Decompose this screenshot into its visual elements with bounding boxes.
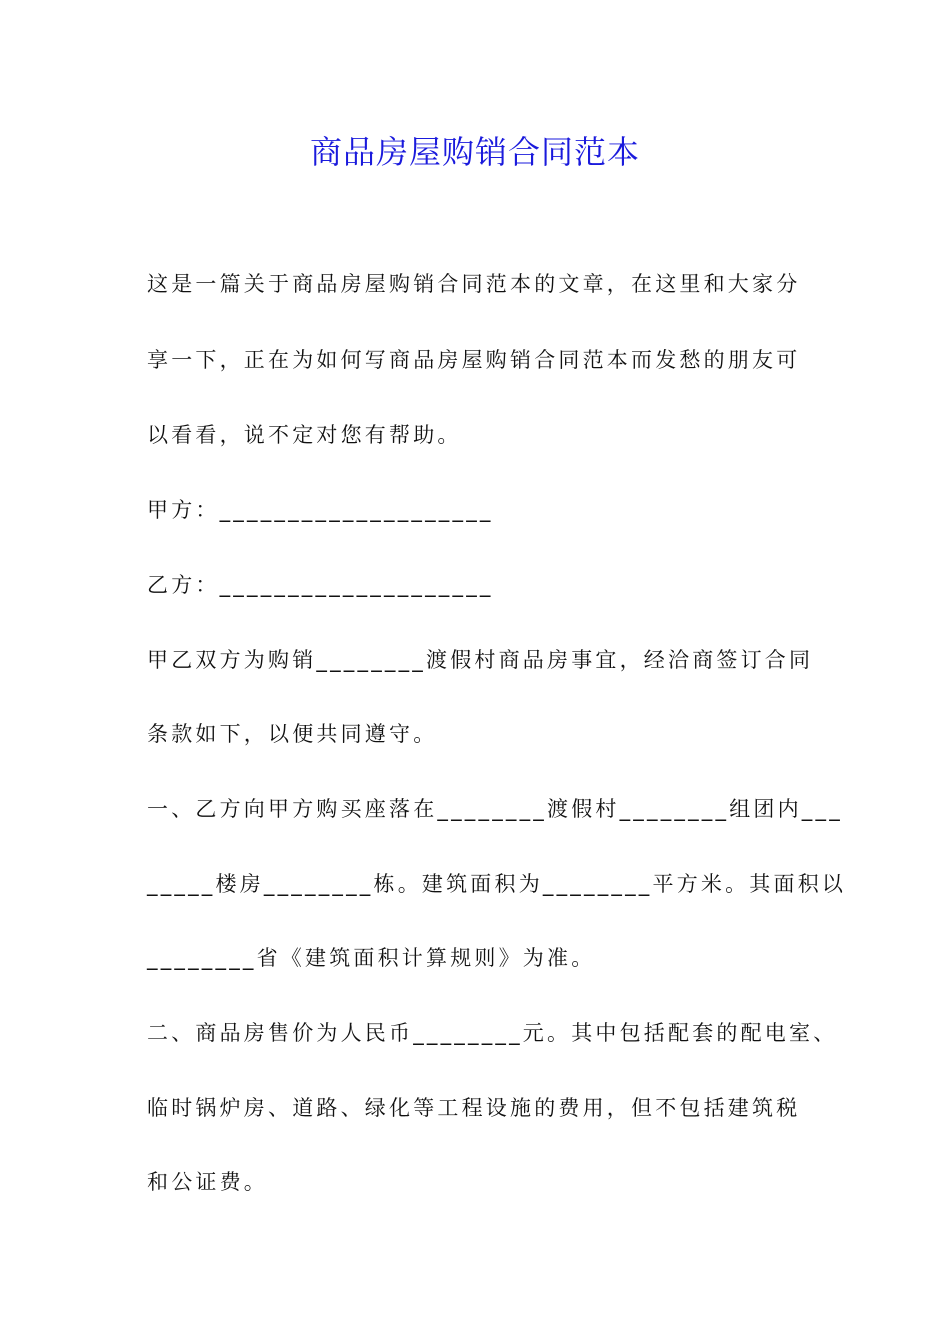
party-b-line: 乙方：____________________ xyxy=(147,573,494,597)
intro-line-2: 享一下，正在为如何写商品房屋购销合同范本而发愁的朋友可 xyxy=(147,348,801,372)
intro-line-1: 这是一篇关于商品房屋购销合同范本的文章，在这里和大家分 xyxy=(147,272,801,296)
party-a-line: 甲方：____________________ xyxy=(147,498,494,522)
intro-line-3: 以看看，说不定对您有帮助。 xyxy=(147,423,462,447)
preamble-line-2: 条款如下，以便共同遵守。 xyxy=(147,722,438,746)
clause-1-line-2: _____楼房________栋。建筑面积为________平方米。其面积以 xyxy=(147,872,847,896)
clause-1-line-1: 一、乙方向甲方购买座落在________渡假村________组团内___ xyxy=(147,797,843,821)
clause-2-line-1: 二、商品房售价为人民币________元。其中包括配套的配电室、 xyxy=(147,1021,838,1045)
clause-2-line-3: 和公证费。 xyxy=(147,1170,268,1194)
document-title: 商品房屋购销合同范本 xyxy=(309,133,640,171)
preamble-line-1: 甲乙双方为购销________渡假村商品房事宜，经洽商签订合同 xyxy=(147,648,814,672)
clause-1-line-3: ________省《建筑面积计算规则》为准。 xyxy=(147,946,596,970)
clause-2-line-2: 临时锅炉房、道路、绿化等工程设施的费用，但不包括建筑税 xyxy=(147,1096,801,1120)
